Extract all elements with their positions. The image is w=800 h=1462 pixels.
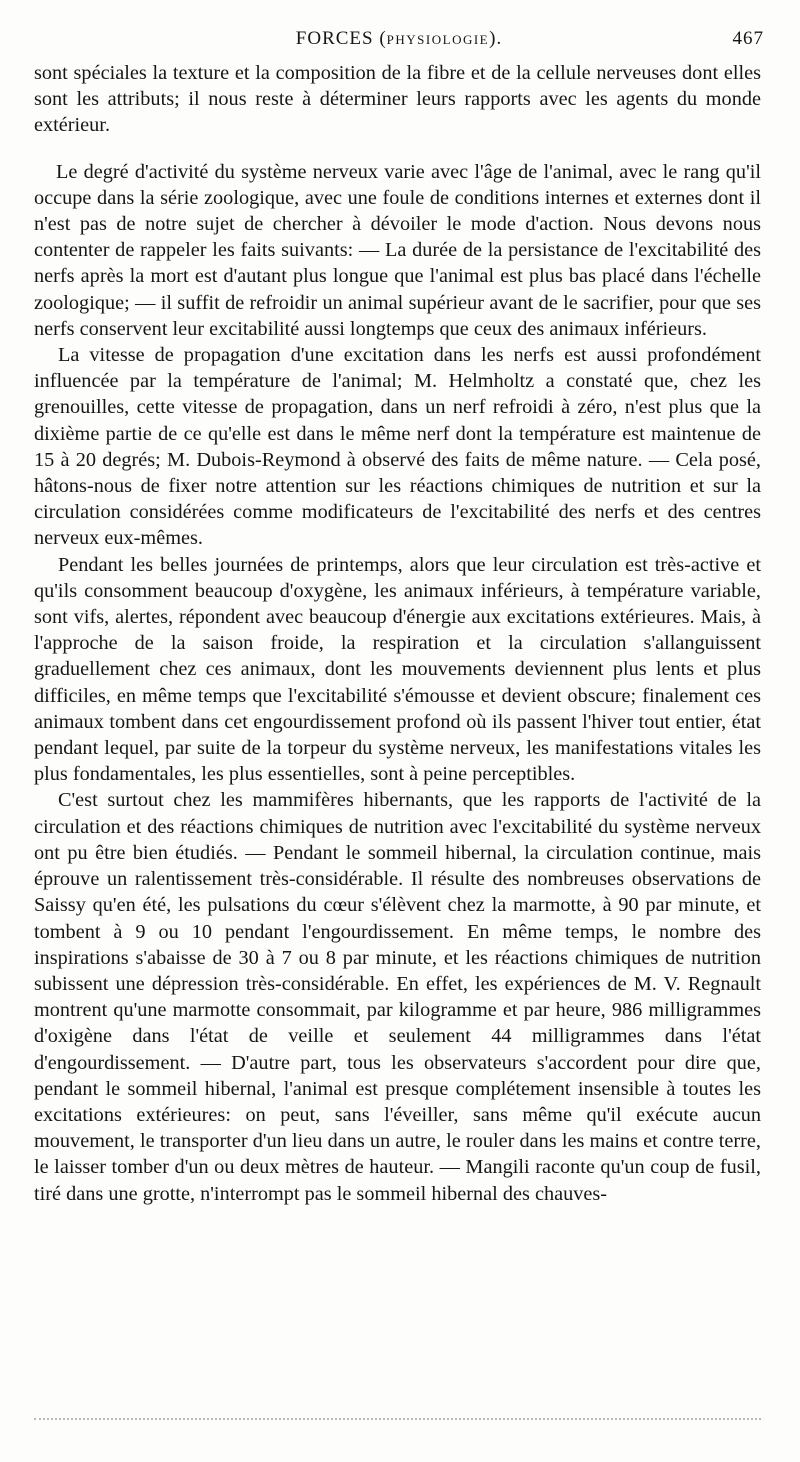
running-header xyxy=(34,28,764,56)
paragraph-4: Pendant les belles journées de printemps, alors que leur circulation est très-active et qu'ils consomment beaucoup d'oxygène, les animaux inférieurs, à température variable, sont vifs, alertes, répondent avec beaucoup d'énergie aux excitations extérieures. Mais, à l'approche de la saison froide, la respiration et la circulation s'allanguissent graduellement chez ces animaux, dont les mouvements deviennent plus lents et plus difficiles, en même temps que l'excitabilité s'émousse et devient obscure; finalement ces animaux tombent dans cet engourdissement profond où ils passent l'hiver tout entier, état pendant lequel, par suite de la torpeur du système nerveux, les manifestations vitales les plus fondamentales, les plus essentielles, sont à peine perceptibles. xyxy=(34,553,761,786)
header-title-main: FORCES ( xyxy=(295,28,387,49)
footer-rule xyxy=(34,1418,761,1424)
paragraph-5: C'est surtout chez les mammifères hibernants, que les rapports de l'activité de la circulation et des réactions chimiques de nutrition avec l'excitabilité du système nerveux ont pu être bien étudiés. — Pendant le sommeil hibernal, la circulation continue, mais éprouve un ralentissement très-considérable. Il résulte des nombreuses observations de Saissy qu'en été, les pulsations du cœur s'élèvent chez la marmotte, à 90 par minute, et tombent à 9 ou 10 pendant l'engourdissement. En même temps, le nombre des inspirations s'abaisse de 30 à 7 ou 8 par minute, et les réactions chimiques de nutrition subissent une dépression très-considérable. En effet, les expériences de M. V. Regnault montrent qu'une marmotte consommait, par kilogramme et par heure, 986 milligrammes d'oxigène dans l'état de veille et seulement 44 milligrammes dans l'état d'engourdissement. — D'autre part, tous les observateurs s'accordent pour dire que, pendant le sommeil hibernal, l'animal est presque complétement insensible à toutes les excitations extérieures: on peut, sans l'éveiller, sans même qu'il exécute aucun mouvement, le transporter d'un lieu dans un autre, le rouler dans les mains et contre terre, le laisser tomber d'un ou deux mètres de hauteur. — Mangili raconte qu'un coup de fusil, tiré dans une grotte, n'interrompt pas le sommeil hibernal des chauves- xyxy=(34,789,761,1205)
header-title xyxy=(34,28,764,50)
paragraph-1: sont spéciales la texture et la composition de la fibre et de la cellule nerveuses dont elles sont les attributs; il nous reste à déterminer leurs rapports avec les agents du monde extérieur. xyxy=(34,62,761,137)
paragraph-3: La vitesse de propagation d'une excitation dans les nerfs est aussi profondément influencée par la température de l'animal; M. Helmholtz a constaté que, chez les grenouilles, cette vitesse de propagation, dans un nerf refroidi à zéro, n'est plus que la dixième partie de ce qu'elle est dans le même nerf dont la température est maintenue de 15 à 20 degrés; M. Dubois-Reymond à observé des faits de même nature. — Cela posé, hâtons-nous de fixer notre attention sur les réactions chimiques de nutrition et sur la circulation considérées comme modificateurs de l'excitabilité des nerfs et des centres nerveux eux-mêmes. xyxy=(34,344,761,550)
header-title-smallcaps: PHYSIOLOGIE xyxy=(386,32,490,47)
paragraph-2: Le degré d'activité du système nerveux varie avec l'âge de l'animal, avec le rang qu'il occupe dans la série zoologique, avec une foule de conditions internes et externes dont il n'est pas de notre sujet de chercher à dévoiler le mode d'action. Nous devons nous contenter de rappeler les faits suivants: — La durée de la persistance de l'excitabilité des nerfs après la mort est d'autant plus longue que l'animal est plus bas placé dans l'échelle zoologique; — il suffit de refroidir un animal supérieur avant de le sacrifier, pour que ses nerfs conservent leur excitabilité aussi longtemps que ceux des animaux inférieurs. xyxy=(34,160,761,340)
page-number: 467 xyxy=(732,28,764,49)
body-text xyxy=(34,60,761,1207)
header-title-end: ). xyxy=(489,28,503,49)
